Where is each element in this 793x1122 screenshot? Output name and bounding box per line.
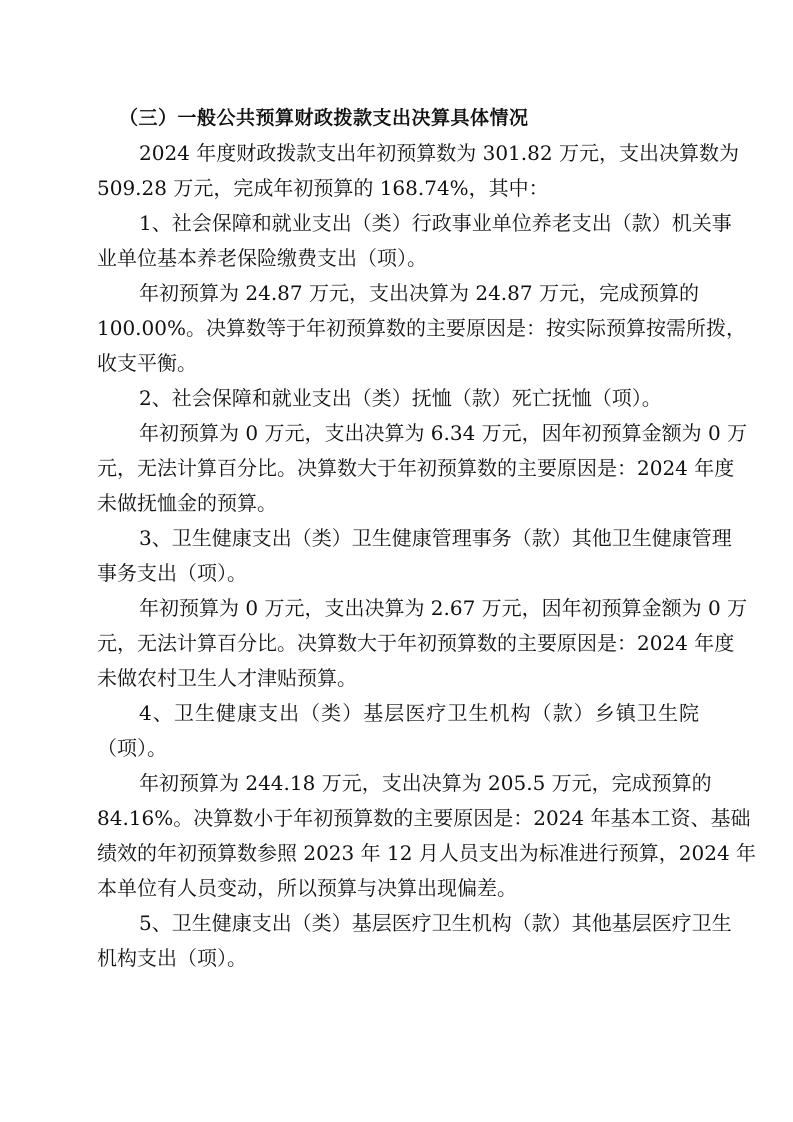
text-line: 4、卫生健康支出（类）基层医疗卫生机构（款）乡镇卫生院 [139, 701, 699, 725]
text-line: 1、社会保障和就业支出（类）行政事业单位养老支出（款）机关事 [139, 211, 732, 235]
text-line: 未做农村卫生人才津贴预算。 [97, 666, 357, 690]
text-line: 2024 年度财政拨款支出年初预算数为 301.82 万元，支出决算数为 [139, 141, 739, 165]
paragraph [97, 381, 699, 416]
paragraph [97, 136, 739, 206]
paragraph [97, 696, 699, 766]
text-line: 元，无法计算百分比。决算数大于年初预算数的主要原因是：2024 年度 [97, 631, 735, 655]
text-line: 业单位基本养老保险缴费支出（项）。 [97, 246, 427, 270]
text-line: 84.16%。决算数小于年初预算数的主要原因是：2024 年基本工资、基础 [97, 806, 751, 830]
text-line: 本单位有人员变动，所以预算与决算出现偏差。 [97, 876, 517, 900]
text-line: 年初预算为 244.18 万元，支出决算为 205.5 万元，完成预算的 [139, 771, 712, 795]
text-line: 5、卫生健康支出（类）基层医疗卫生机构（款）其他基层医疗卫生 [139, 911, 732, 935]
document-page [97, 101, 757, 976]
text-line: 元，无法计算百分比。决算数大于年初预算数的主要原因是：2024 年度 [97, 456, 735, 480]
text-line: 年初预算为 24.87 万元，支出决算为 24.87 万元，完成预算的 [139, 281, 699, 305]
section-heading: （三）一般公共预算财政拨款支出决算具体情况 [119, 107, 529, 129]
paragraph [97, 416, 748, 521]
text-line: 509.28 万元，完成年初预算的 168.74%，其中： [97, 176, 549, 200]
text-line: 收支平衡。 [97, 351, 197, 375]
text-line: 未做抚恤金的预算。 [97, 491, 277, 515]
paragraph [97, 206, 732, 276]
text-line: 100.00%。决算数等于年初预算数的主要原因是：按实际预算按需所拨， [97, 316, 746, 340]
text-line: 年初预算为 0 万元，支出决算为 6.34 万元，因年初预算金额为 0 万 [139, 421, 748, 445]
paragraph [97, 276, 746, 381]
paragraph [97, 591, 748, 696]
paragraph [97, 906, 732, 976]
paragraph [97, 766, 757, 906]
text-line: （项）。 [97, 736, 167, 760]
text-line: 绩效的年初预算数参照 2023 年 12 月人员支出为标准进行预算，2024 年 [97, 841, 757, 865]
text-line: 年初预算为 0 万元，支出决算为 2.67 万元，因年初预算金额为 0 万 [139, 596, 748, 620]
paragraph [97, 521, 732, 591]
text-line: 机构支出（项）。 [97, 946, 247, 970]
document-body [97, 136, 757, 976]
text-line: 2、社会保障和就业支出（类）抚恤（款）死亡抚恤（项）。 [139, 386, 662, 410]
text-line: 3、卫生健康支出（类）卫生健康管理事务（款）其他卫生健康管理 [139, 526, 732, 550]
text-line: 事务支出（项）。 [97, 561, 247, 585]
